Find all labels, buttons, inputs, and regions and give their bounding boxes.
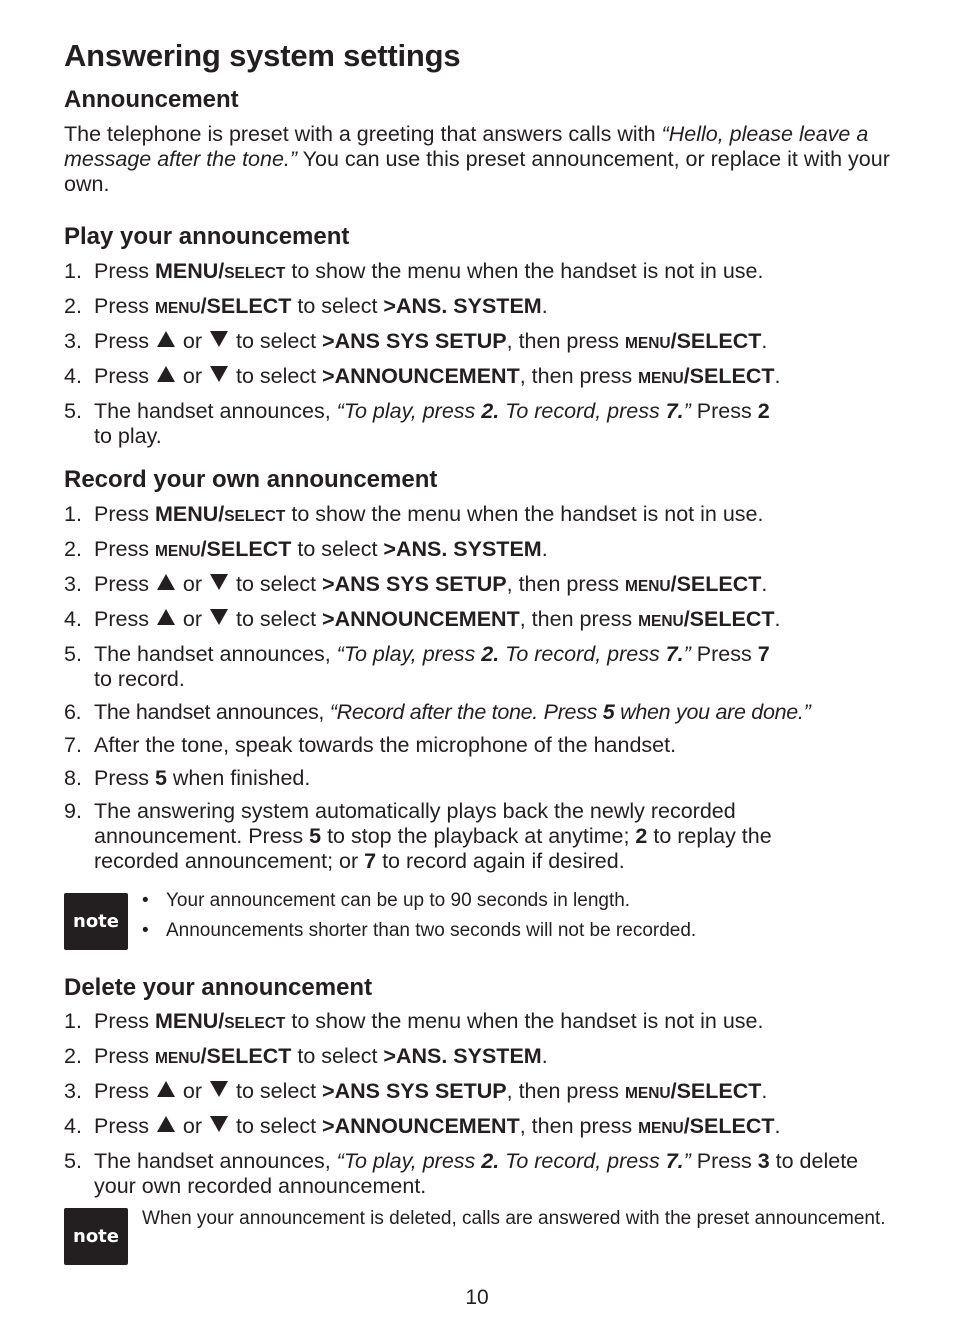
key-5: 5 [154, 766, 167, 790]
step-text: to show the menu when the handset is not in use. [285, 1009, 764, 1033]
key-select: /SELECT [683, 364, 775, 388]
key-menu: MENU [624, 335, 671, 352]
step-text: Press [94, 766, 155, 790]
up-arrow-icon [157, 574, 175, 590]
step-number: 2. [64, 537, 82, 561]
step-text: The answering system automatically plays back the newly recorded announcement. Press [94, 799, 736, 848]
step-text: to record. [94, 667, 185, 691]
note-text: When your announcement is deleted, calls are answered with the preset announcement. [142, 1208, 886, 1229]
step-number: 3. [64, 1079, 82, 1103]
list-item [64, 502, 894, 529]
announcement-heading: Announcement [64, 86, 239, 113]
menu-ans-sys-setup: >ANS SYS SETUP [322, 1079, 507, 1103]
key-select: SELECT [224, 508, 286, 525]
delete-heading: Delete your announcement [64, 974, 373, 1001]
menu-ans-system: >ANS. SYSTEM [383, 294, 542, 318]
key-menu: MENU [624, 578, 671, 595]
step-text: to select [230, 1114, 323, 1138]
note-list [142, 889, 902, 949]
step-text: to stop the playback at anytime; [321, 824, 636, 848]
step-number: 5. [64, 1149, 82, 1173]
list-item [64, 364, 894, 391]
down-arrow-icon [210, 574, 228, 590]
step-text: , then press [519, 1114, 639, 1138]
list-item [64, 294, 894, 321]
note-item: • Your announcement can be up to 90 seconds in length. [142, 889, 902, 913]
step-text: or [176, 572, 209, 596]
step-text: to play. [94, 424, 162, 448]
menu-announcement: >ANNOUNCEMENT [322, 607, 520, 631]
step-text: Press [94, 607, 155, 631]
step-text: , then press [519, 607, 639, 631]
step-number: 9. [64, 799, 82, 823]
step-text: Press [94, 1009, 155, 1033]
step-text: . [541, 1044, 548, 1068]
step-number: 7. [64, 733, 82, 757]
step-text: The handset announces, [94, 642, 337, 666]
step-text: . [541, 537, 548, 561]
step-text: . [761, 329, 768, 353]
step-text: or [176, 364, 209, 388]
list-item [64, 1114, 894, 1141]
step-number: 3. [64, 572, 82, 596]
up-arrow-icon [157, 366, 175, 382]
key-7: 7 [364, 849, 377, 873]
step-number: 8. [64, 766, 82, 790]
delete-steps [64, 1009, 894, 1207]
step-text: to select [230, 329, 323, 353]
step-text: to show the menu when the handset is not in use. [285, 502, 764, 526]
up-arrow-icon [157, 609, 175, 625]
step-text: or [176, 329, 209, 353]
step-text: . [541, 294, 548, 318]
note-badge: note [64, 893, 128, 950]
list-item [64, 572, 894, 599]
menu-ans-system: >ANS. SYSTEM [383, 1044, 542, 1068]
list-item [64, 1044, 894, 1071]
step-text: , then press [519, 364, 639, 388]
down-arrow-icon [210, 1081, 228, 1097]
step-number: 1. [64, 259, 82, 283]
key-select: /SELECT [683, 1114, 775, 1138]
step-text: . [774, 607, 781, 631]
step-text: to replay the recorded announcement; or [94, 824, 772, 873]
key-select: /SELECT [200, 1044, 292, 1068]
menu-announcement: >ANNOUNCEMENT [322, 1114, 520, 1138]
menu-announcement: >ANNOUNCEMENT [322, 364, 520, 388]
step-number: 2. [64, 294, 82, 318]
voice-prompt: “To play, press 2. To record, press 7.” [336, 642, 691, 666]
record-heading: Record your own announcement [64, 466, 438, 493]
key-menu: MENU/ [154, 1009, 225, 1033]
key-menu: MENU [154, 300, 201, 317]
key-2: 2 [635, 824, 648, 848]
step-text: or [176, 1114, 209, 1138]
announcement-intro [64, 122, 894, 197]
key-menu: MENU/ [154, 259, 225, 283]
step-number: 4. [64, 607, 82, 631]
list-item [64, 329, 894, 356]
up-arrow-icon [157, 331, 175, 347]
step-number: 6. [64, 700, 82, 724]
step-text: to select [230, 607, 323, 631]
key-menu: MENU/ [154, 502, 225, 526]
list-item [64, 700, 894, 725]
intro-text-1: The telephone is preset with a greeting that answers calls with [64, 122, 662, 146]
key-2: 2 [757, 399, 770, 423]
step-text: to select [291, 1044, 384, 1068]
step-text: Press [94, 329, 155, 353]
voice-prompt: “To play, press 2. To record, press 7.” [336, 399, 691, 423]
menu-ans-sys-setup: >ANS SYS SETUP [322, 329, 507, 353]
page-title: Answering system settings [64, 38, 461, 73]
list-item [64, 399, 894, 449]
list-item [64, 766, 894, 791]
step-text: Press [94, 259, 155, 283]
page-number: 10 [465, 1286, 489, 1309]
key-5: 5 [309, 824, 322, 848]
key-3: 3 [757, 1149, 770, 1173]
step-text: , then press [506, 329, 625, 353]
down-arrow-icon [210, 366, 228, 382]
step-number: 1. [64, 1009, 82, 1033]
step-text: Press [690, 1149, 758, 1173]
key-menu: MENU [154, 543, 201, 560]
key-select: /SELECT [670, 572, 762, 596]
list-item [64, 259, 894, 286]
step-text: to delete your own recorded announcement. [94, 1149, 859, 1198]
note-item: • Announcements shorter than two seconds will not be recorded. [142, 919, 902, 943]
step-text: . [774, 364, 781, 388]
list-item [64, 537, 894, 564]
play-steps [64, 259, 894, 457]
step-number: 5. [64, 642, 82, 666]
list-item [64, 1079, 894, 1106]
list-item [64, 642, 894, 692]
key-menu: MENU [638, 613, 684, 630]
key-7: 7 [757, 642, 770, 666]
step-number: 4. [64, 364, 82, 388]
voice-prompt: “Record after the tone. Press 5 when you are done.” [329, 700, 811, 724]
key-select: /SELECT [200, 294, 292, 318]
down-arrow-icon [210, 331, 228, 347]
step-text: Press [94, 502, 155, 526]
step-number: 2. [64, 1044, 82, 1068]
step-text: The handset announces, [94, 399, 337, 423]
step-text: . [761, 572, 768, 596]
play-heading: Play your announcement [64, 223, 350, 250]
key-menu: MENU [624, 1085, 671, 1102]
record-steps [64, 502, 894, 882]
step-text: or [176, 1079, 209, 1103]
step-text: to select [230, 364, 323, 388]
step-text: After the tone, speak towards the microphone of the handset. [94, 733, 677, 757]
key-menu: MENU [638, 370, 684, 387]
key-select: /SELECT [200, 537, 292, 561]
list-item [64, 1009, 894, 1036]
step-text: to select [291, 294, 384, 318]
step-text: The handset announces, [94, 700, 330, 724]
step-text: The handset announces, [94, 1149, 337, 1173]
voice-prompt: “To play, press 2. To record, press 7.” [336, 1149, 691, 1173]
key-menu: MENU [154, 1050, 201, 1067]
step-text: . [761, 1079, 768, 1103]
list-item [64, 799, 854, 874]
step-text: to select [230, 572, 323, 596]
step-number: 1. [64, 502, 82, 526]
step-text: to record again if desired. [376, 849, 625, 873]
menu-ans-sys-setup: >ANS SYS SETUP [322, 572, 507, 596]
step-text: Press [94, 364, 155, 388]
key-select: /SELECT [683, 607, 775, 631]
step-text: Press [94, 1044, 155, 1068]
key-menu: MENU [638, 1120, 684, 1137]
step-text: to select [230, 1079, 323, 1103]
step-text: . [774, 1114, 781, 1138]
key-select: /SELECT [670, 329, 762, 353]
down-arrow-icon [210, 1116, 228, 1132]
step-text: Press [94, 1079, 155, 1103]
step-text: or [176, 607, 209, 631]
preset-greeting: “Hello, please leave a message after the tone.” [64, 122, 869, 171]
key-select: /SELECT [670, 1079, 762, 1103]
step-text: , then press [506, 1079, 625, 1103]
step-text: when finished. [166, 766, 311, 790]
step-number: 4. [64, 1114, 82, 1138]
step-text: Press [94, 1114, 155, 1138]
list-item [64, 1149, 894, 1199]
step-text: to show the menu when the handset is not in use. [285, 259, 764, 283]
down-arrow-icon [210, 609, 228, 625]
up-arrow-icon [157, 1081, 175, 1097]
step-text: Press [94, 294, 155, 318]
intro-text-2: You can use this preset announcement, or replace it with your own. [64, 147, 890, 196]
step-text: Press [94, 537, 155, 561]
step-number: 5. [64, 399, 82, 423]
step-text: , then press [506, 572, 625, 596]
up-arrow-icon [157, 1116, 175, 1132]
list-item [64, 733, 894, 758]
list-item [64, 607, 894, 634]
step-text: Press [94, 572, 155, 596]
key-select: SELECT [224, 1015, 286, 1032]
step-text: to select [291, 537, 384, 561]
key-select: SELECT [224, 265, 286, 282]
step-text: Press [690, 642, 758, 666]
menu-ans-system: >ANS. SYSTEM [383, 537, 542, 561]
step-number: 3. [64, 329, 82, 353]
step-text: Press [690, 399, 758, 423]
note-badge: note [64, 1208, 128, 1265]
